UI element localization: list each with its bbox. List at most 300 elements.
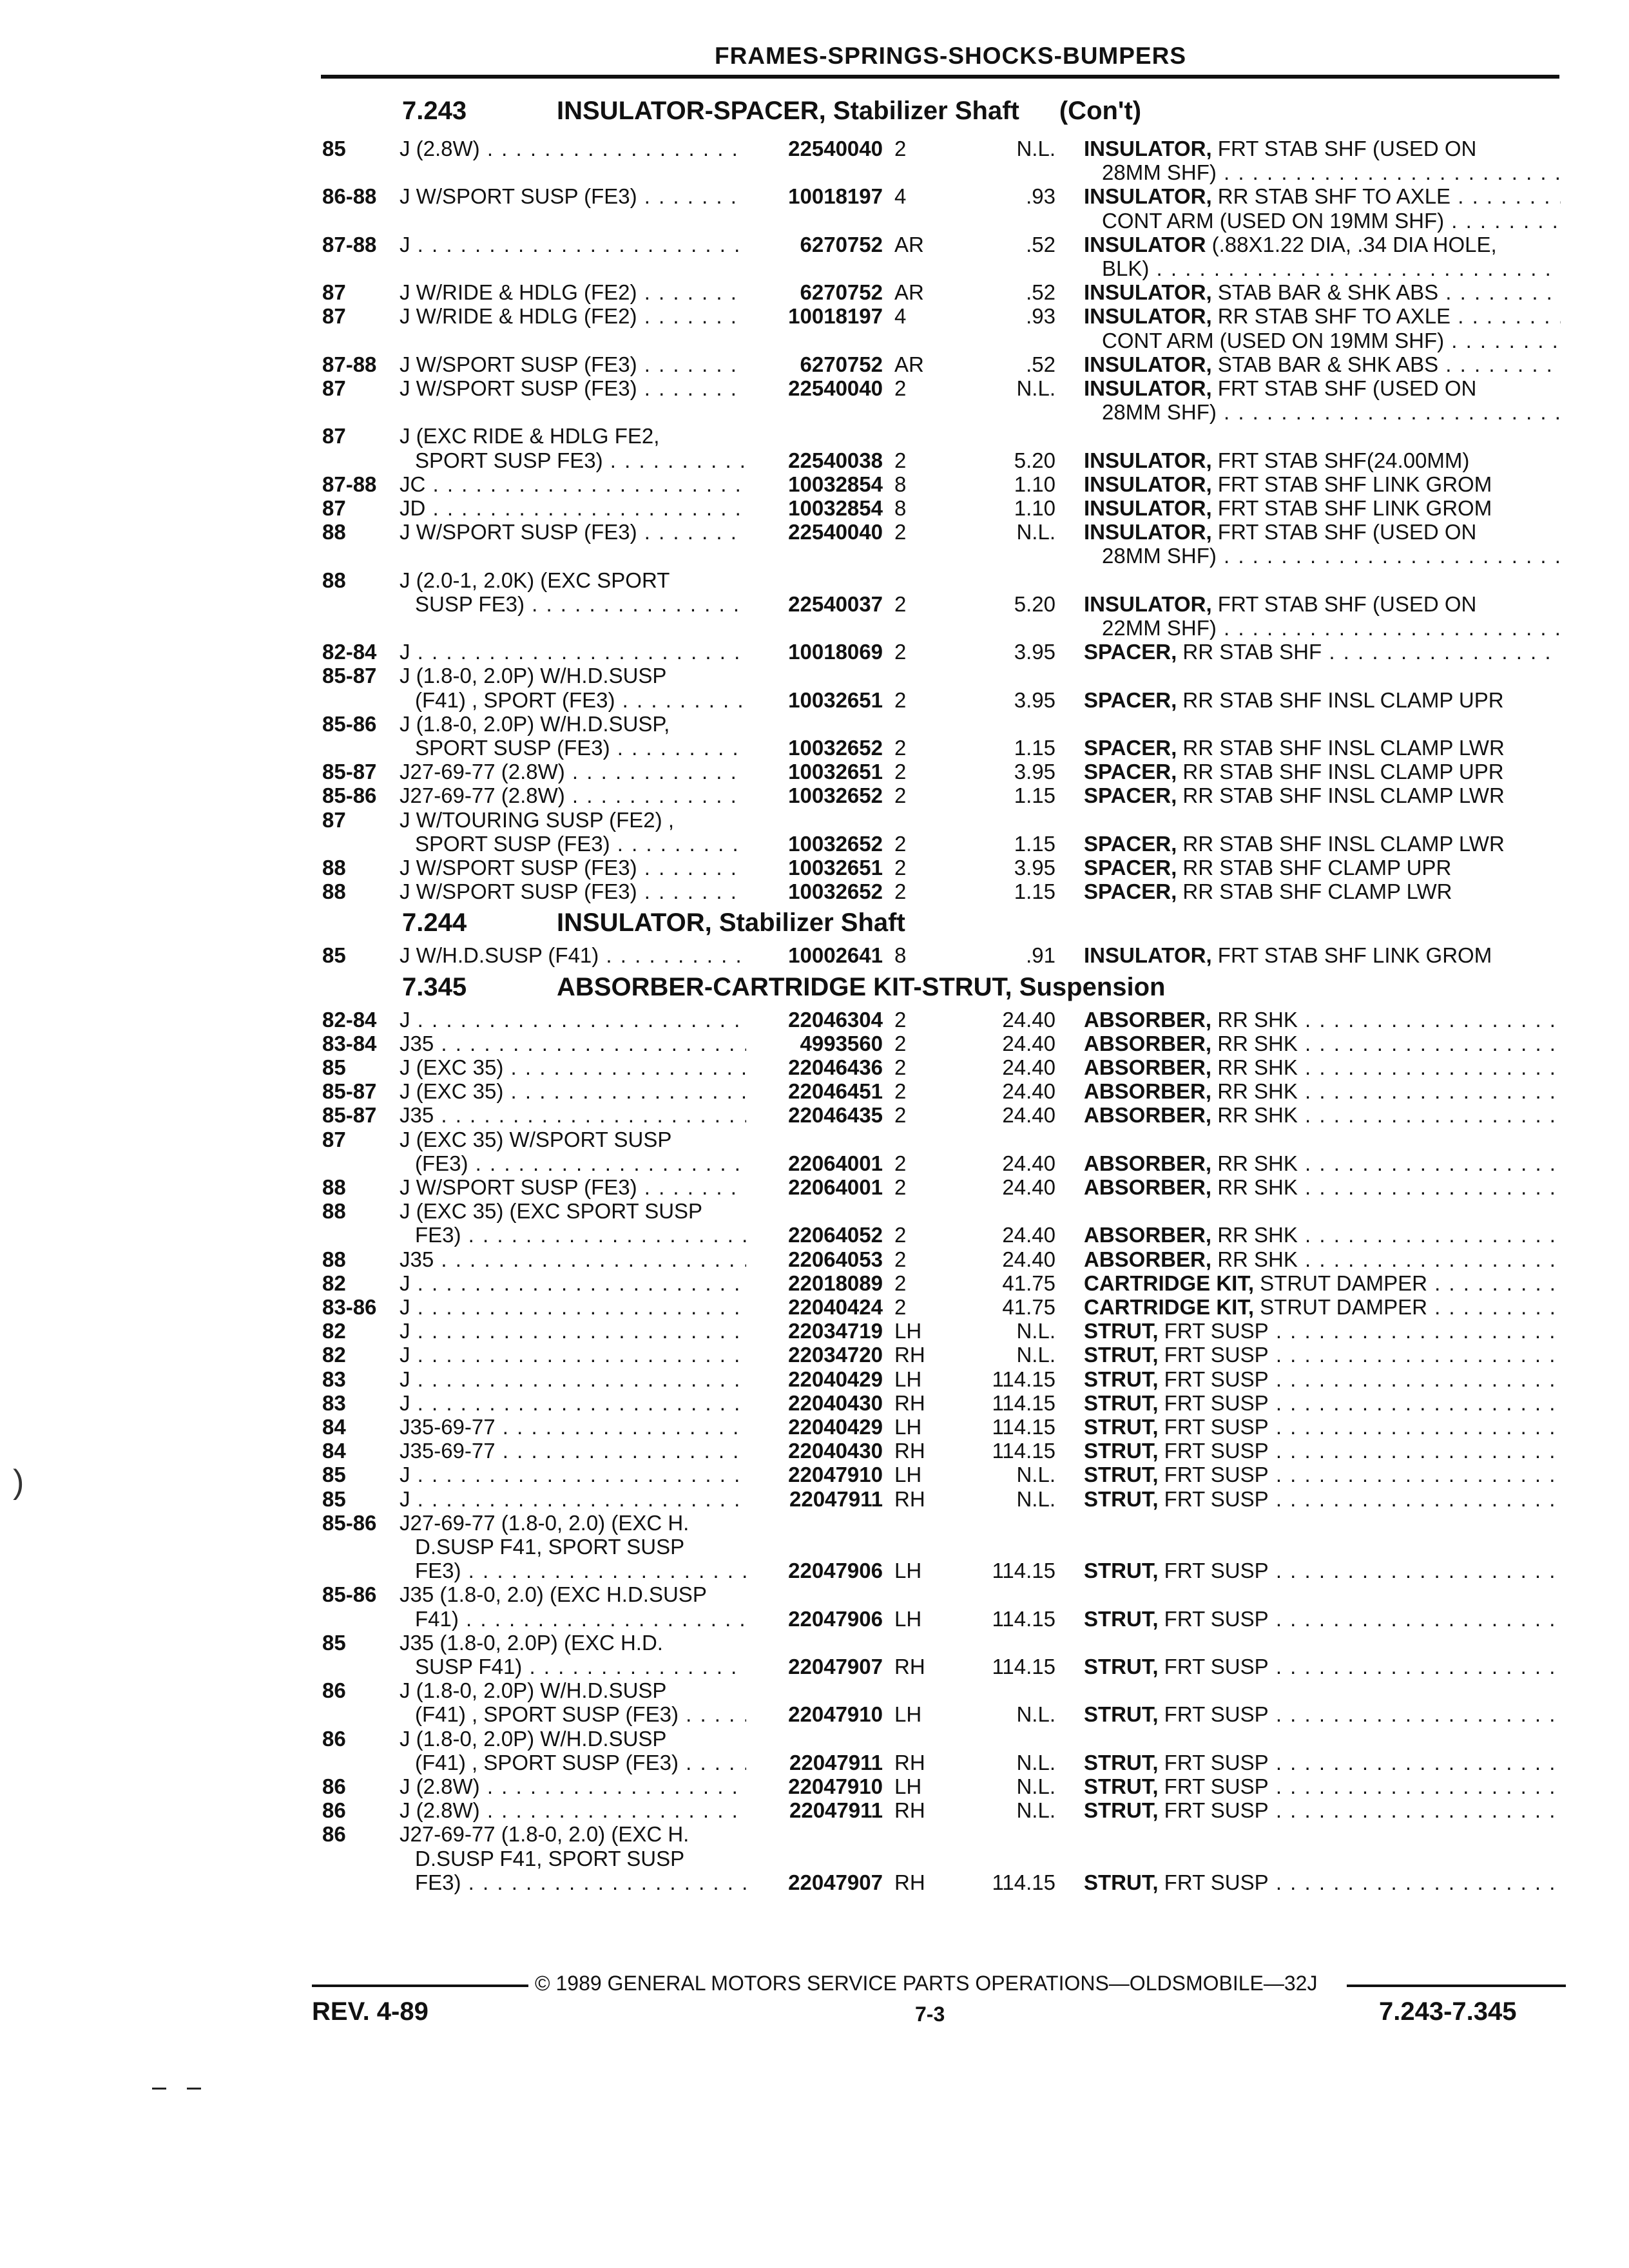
quantity: LH	[894, 1367, 922, 1391]
description-noun: STRUT,	[1084, 1702, 1159, 1727]
model-year: 82	[322, 1343, 346, 1367]
quantity: 8	[894, 943, 907, 968]
application: J . . .	[400, 233, 746, 256]
table-row	[0, 1032, 1629, 1055]
table-row-continuation	[0, 1151, 1629, 1175]
description	[1084, 736, 1561, 760]
section-number: 7.345	[402, 972, 467, 1001]
description-noun: SPACER,	[1084, 760, 1177, 784]
quantity: 2	[894, 783, 907, 808]
part-number: 10018197	[788, 184, 883, 209]
description-text: (.88X1.22 DIA, .34 DIA HOLE,	[1211, 232, 1497, 256]
price: 24.40	[1002, 1151, 1055, 1175]
application: J W/H.D.SUSP (F41) . . .	[400, 943, 746, 967]
price: 24.40	[1002, 1031, 1055, 1055]
part-number: 22540040	[788, 520, 883, 544]
model-year: 88	[322, 1199, 346, 1224]
header-rule	[321, 75, 1559, 79]
application: J27-69-77 (1.8-0, 2.0) (EXC H.	[400, 1822, 689, 1847]
quantity: 2	[894, 1151, 907, 1175]
table-row	[0, 1582, 1629, 1606]
table-row	[0, 1295, 1629, 1319]
model-year: 82-84	[322, 1007, 377, 1032]
description-text: RR STAB SHF INSL CLAMP LWR	[1182, 783, 1505, 808]
price: 114.15	[992, 1559, 1055, 1583]
part-number: 22540040	[788, 376, 883, 400]
application: J27-69-77 (2.8W) . . .	[400, 760, 746, 783]
table-row-continuation	[0, 329, 1629, 352]
part-number: 10032652	[788, 879, 883, 904]
description-text: RR STAB SHF CLAMP UPR	[1182, 856, 1452, 879]
description	[1084, 304, 1561, 328]
description	[1102, 209, 1561, 233]
footer-rule-right	[1347, 1984, 1566, 1987]
part-number: 22034719	[788, 1319, 883, 1343]
description-text: FRT STAB SHF LINK GROM	[1217, 943, 1492, 968]
quantity: 2	[894, 831, 907, 856]
description-noun: ABSORBER,	[1084, 1103, 1212, 1128]
description-text: FRT STAB SHF LINK GROM	[1217, 472, 1492, 496]
description-text: FRT SUSP	[1164, 1702, 1269, 1727]
model-year: 83-84	[322, 1031, 377, 1055]
application: J35 (1.8-0, 2.0P) (EXC H.D.	[400, 1630, 663, 1655]
application: J W/SPORT SUSP (FE3) . . .	[400, 520, 746, 544]
table-row	[0, 1727, 1629, 1751]
price: 114.15	[992, 1655, 1055, 1678]
description-noun: ABSORBER,	[1084, 1055, 1212, 1079]
part-number: 6270752	[800, 352, 883, 376]
table-row-continuation	[0, 1655, 1629, 1678]
model-year: 86	[322, 1726, 346, 1751]
scan-artifact-bracket: )	[13, 1463, 24, 1501]
description	[1084, 1343, 1561, 1367]
description-text: RR STAB SHF INSL CLAMP LWR	[1182, 831, 1505, 856]
part-number: 10032651	[788, 687, 883, 712]
part-number: 10018069	[788, 640, 883, 664]
description-text: 22MM SHF)	[1102, 616, 1217, 640]
description	[1084, 943, 1561, 967]
table-row	[0, 568, 1629, 592]
price: 24.40	[1002, 1103, 1055, 1128]
price: 3.95	[1014, 856, 1055, 879]
price: 5.20	[1014, 448, 1055, 472]
model-year: 85-86	[322, 1582, 377, 1607]
application: J W/SPORT SUSP (FE3) . . .	[400, 856, 746, 879]
part-number: 22040430	[788, 1390, 883, 1415]
application: D.SUSP F41, SPORT SUSP	[415, 1535, 685, 1559]
description	[1084, 137, 1561, 160]
description	[1084, 1655, 1561, 1678]
table-row	[0, 1343, 1629, 1367]
footer-section-range: 7.243-7.345	[1379, 1997, 1517, 2026]
table-row	[0, 1271, 1629, 1295]
model-year: 86	[322, 1678, 346, 1703]
table-row	[0, 1391, 1629, 1415]
description-noun: INSULATOR	[1084, 232, 1206, 256]
model-year: 85	[322, 1463, 346, 1487]
description-text: FRT STAB SHF (USED ON	[1217, 591, 1477, 616]
table-row	[0, 1103, 1629, 1127]
description-noun: ABSORBER,	[1084, 1151, 1212, 1175]
table-row	[0, 1367, 1629, 1391]
application: J35-69-77 . . .	[400, 1415, 746, 1439]
price: 114.15	[992, 1870, 1055, 1894]
application: J . . .	[400, 640, 746, 664]
footer-rule-left	[312, 1984, 528, 1987]
description	[1084, 448, 1561, 472]
application: J . . .	[400, 1319, 746, 1343]
price: 114.15	[992, 1415, 1055, 1439]
description-text: RR STAB SHF TO AXLE	[1217, 184, 1451, 209]
price: N.L.	[1016, 1774, 1055, 1798]
description-noun: SPACER,	[1084, 640, 1177, 664]
description	[1084, 1487, 1561, 1511]
price: 1.10	[1014, 472, 1055, 496]
model-year: 85-86	[322, 783, 377, 808]
price: 5.20	[1014, 591, 1055, 616]
quantity: RH	[894, 1390, 925, 1415]
application: J35 . . .	[400, 1247, 746, 1271]
application: J W/SPORT SUSP (FE3) . . .	[400, 184, 746, 208]
price: N.L.	[1016, 1798, 1055, 1823]
description-text: 28MM SHF)	[1102, 160, 1217, 185]
description	[1084, 352, 1561, 376]
description-text: STAB BAR & SHK ABS	[1217, 352, 1439, 376]
description-noun: STRUT,	[1084, 1415, 1159, 1439]
table-row	[0, 1175, 1629, 1199]
description	[1102, 160, 1561, 184]
table-row	[0, 1631, 1629, 1655]
table-row	[0, 879, 1629, 903]
table-row	[0, 1128, 1629, 1151]
part-number: 22047906	[788, 1606, 883, 1631]
quantity: 8	[894, 496, 907, 520]
description	[1084, 1391, 1561, 1415]
price: .91	[1026, 943, 1055, 968]
table-row-continuation	[0, 209, 1629, 233]
application: FE3) . . .	[415, 1559, 746, 1582]
table-row	[0, 664, 1629, 687]
description-text: STRUT DAMPER	[1260, 1271, 1427, 1295]
application: J35 . . .	[400, 1032, 746, 1055]
table-row	[0, 233, 1629, 256]
price: 1.15	[1014, 879, 1055, 904]
application: SPORT SUSP (FE3) . . .	[415, 736, 746, 760]
model-year: 85-86	[322, 1510, 377, 1535]
quantity: 2	[894, 137, 907, 160]
description-noun: ABSORBER,	[1084, 1007, 1212, 1032]
description-text: FRT SUSP	[1164, 1798, 1269, 1823]
quantity: AR	[894, 352, 924, 376]
quantity: RH	[894, 1798, 925, 1823]
quantity: 2	[894, 1223, 907, 1247]
description-text: FRT SUSP	[1164, 1606, 1269, 1631]
part-number: 22047907	[788, 1655, 883, 1678]
application: F41) . . .	[415, 1607, 746, 1631]
model-year: 82	[322, 1319, 346, 1343]
price: N.L.	[1016, 1702, 1055, 1727]
price: N.L.	[1016, 376, 1055, 400]
application: (FE3) . . .	[415, 1151, 746, 1175]
table-row-continuation	[0, 256, 1629, 280]
description-noun: INSULATOR,	[1084, 137, 1212, 160]
description-noun: SPACER,	[1084, 736, 1177, 760]
description	[1084, 1175, 1561, 1199]
description-text: RR SHK	[1217, 1079, 1298, 1104]
description-noun: STRUT,	[1084, 1463, 1159, 1487]
footer-revision: REV. 4-89	[312, 1997, 429, 2026]
description	[1084, 1870, 1561, 1894]
description	[1102, 256, 1561, 280]
description-noun: SPACER,	[1084, 783, 1177, 808]
description	[1084, 1367, 1561, 1391]
application: J (2.8W) . . .	[400, 137, 746, 160]
price: 3.95	[1014, 640, 1055, 664]
part-number: 6270752	[800, 232, 883, 256]
quantity: 2	[894, 520, 907, 544]
table-row	[0, 856, 1629, 879]
price: 1.10	[1014, 496, 1055, 520]
description-text: STAB BAR & SHK ABS	[1217, 280, 1439, 305]
description-noun: STRUT,	[1084, 1750, 1159, 1774]
table-row	[0, 943, 1629, 967]
application: J (1.8-0, 2.0P) W/H.D.SUSP,	[400, 711, 670, 736]
model-year: 83-86	[322, 1295, 377, 1319]
quantity: 2	[894, 1007, 907, 1032]
description-text: RR SHK	[1217, 1055, 1298, 1079]
description	[1084, 1607, 1561, 1631]
price: 41.75	[1002, 1295, 1055, 1319]
model-year: 84	[322, 1439, 346, 1463]
table-row	[0, 496, 1629, 520]
table-row-continuation	[0, 616, 1629, 640]
model-year: 88	[322, 568, 346, 592]
description	[1084, 1295, 1561, 1319]
price: 24.40	[1002, 1223, 1055, 1247]
quantity: 2	[894, 1055, 907, 1079]
description-noun: ABSORBER,	[1084, 1223, 1212, 1247]
price: 24.40	[1002, 1079, 1055, 1104]
application: J . . .	[400, 1008, 746, 1032]
model-year: 82-84	[322, 640, 377, 664]
model-year: 87-88	[322, 472, 377, 496]
quantity: 2	[894, 1031, 907, 1055]
application: J W/TOURING SUSP (FE2) ,	[400, 807, 674, 832]
application: J (1.8-0, 2.0P) W/H.D.SUSP	[400, 1678, 667, 1703]
table-row	[0, 376, 1629, 400]
model-year: 86	[322, 1774, 346, 1798]
table-row	[0, 1319, 1629, 1343]
model-year: 85	[322, 1486, 346, 1511]
application: J (EXC 35) . . .	[400, 1055, 746, 1079]
table-row-continuation	[0, 1223, 1629, 1247]
footer-copyright: © 1989 GENERAL MOTORS SERVICE PARTS OPERATIONS—OLDSMOBILE—32J	[535, 1972, 1318, 1995]
model-year: 85-86	[322, 711, 377, 736]
application: J W/SPORT SUSP (FE3) . . .	[400, 352, 746, 376]
quantity: 4	[894, 304, 907, 329]
table-row-continuation	[0, 832, 1629, 856]
part-number: 22047910	[788, 1702, 883, 1727]
description	[1084, 1751, 1561, 1774]
table-row	[0, 1463, 1629, 1486]
description	[1084, 592, 1561, 616]
description-noun: CARTRIDGE KIT,	[1084, 1295, 1254, 1319]
description-noun: STRUT,	[1084, 1439, 1159, 1463]
description	[1084, 688, 1561, 712]
description	[1102, 544, 1561, 568]
description-noun: STRUT,	[1084, 1390, 1159, 1415]
description-noun: STRUT,	[1084, 1798, 1159, 1823]
description-text: 28MM SHF)	[1102, 400, 1217, 425]
application: SPORT SUSP (FE3) . . .	[415, 832, 746, 856]
application: J . . .	[400, 1295, 746, 1319]
description-noun: STRUT,	[1084, 1559, 1159, 1583]
application: J (EXC 35) (EXC SPORT SUSP	[400, 1199, 703, 1224]
section-title	[557, 908, 905, 937]
scan-artifact-dash	[152, 2088, 166, 2090]
description-noun: INSULATOR,	[1084, 184, 1212, 209]
description	[1084, 280, 1561, 304]
part-number: 22064053	[788, 1247, 883, 1271]
description-noun: INSULATOR,	[1084, 520, 1212, 544]
table-row	[0, 137, 1629, 160]
description-text: FRT SUSP	[1164, 1343, 1269, 1367]
application: J (1.8-0, 2.0P) W/H.D.SUSP	[400, 664, 667, 688]
price: N.L.	[1016, 1319, 1055, 1343]
part-number: 22047910	[788, 1774, 883, 1798]
part-number: 22040424	[788, 1295, 883, 1319]
application: D.SUSP F41, SPORT SUSP	[415, 1846, 685, 1870]
quantity: 2	[894, 376, 907, 400]
description	[1084, 1271, 1561, 1295]
model-year: 87	[322, 496, 346, 520]
application: J . . .	[400, 1391, 746, 1415]
description-noun: SPACER,	[1084, 687, 1177, 712]
table-row-continuation	[0, 1870, 1629, 1894]
description-text: FRT SUSP	[1164, 1463, 1269, 1487]
model-year: 87	[322, 304, 346, 329]
description-text: RR SHK	[1217, 1007, 1298, 1032]
part-number: 22064001	[788, 1175, 883, 1199]
part-number: 4993560	[800, 1031, 883, 1055]
description-noun: INSULATOR,	[1084, 472, 1212, 496]
description-text: FRT STAB SHF(24.00MM)	[1217, 448, 1470, 472]
description	[1084, 1008, 1561, 1032]
table-row	[0, 1415, 1629, 1439]
price: 114.15	[992, 1367, 1055, 1391]
price: .52	[1026, 232, 1055, 256]
description	[1084, 856, 1561, 879]
application: JD . . .	[400, 496, 746, 520]
section-number: 7.244	[402, 908, 467, 937]
table-row	[0, 1199, 1629, 1223]
quantity: 2	[894, 1079, 907, 1104]
price: 3.95	[1014, 687, 1055, 712]
description	[1084, 1103, 1561, 1127]
description-text: RR SHK	[1217, 1031, 1298, 1055]
section-title-suffix: (Con't)	[1059, 97, 1142, 125]
application: J (1.8-0, 2.0P) W/H.D.SUSP	[400, 1726, 667, 1751]
model-year: 87	[322, 1127, 346, 1151]
application: SPORT SUSP FE3) . . .	[415, 448, 746, 472]
table-row	[0, 1511, 1629, 1535]
quantity: 2	[894, 1295, 907, 1319]
model-year: 87	[322, 807, 346, 832]
description	[1084, 1319, 1561, 1343]
model-year: 87-88	[322, 232, 377, 256]
quantity: 2	[894, 687, 907, 712]
model-year: 88	[322, 856, 346, 879]
model-year: 85-87	[322, 664, 377, 688]
description	[1084, 1247, 1561, 1271]
application: J . . .	[400, 1271, 746, 1295]
part-number: 22047910	[788, 1463, 883, 1487]
price: .93	[1026, 304, 1055, 329]
quantity: 2	[894, 879, 907, 904]
section-title	[557, 973, 1165, 1002]
model-year: 85-87	[322, 1103, 377, 1128]
application: (F41) , SPORT (FE3) . . .	[415, 688, 746, 712]
description-noun: INSULATOR,	[1084, 943, 1212, 968]
part-number: 22047907	[788, 1870, 883, 1894]
description-noun: STRUT,	[1084, 1870, 1159, 1894]
description	[1084, 1798, 1561, 1822]
description-noun: SPACER,	[1084, 831, 1177, 856]
application: J W/SPORT SUSP (FE3) . . .	[400, 879, 746, 903]
application: J (2.8W) . . .	[400, 1774, 746, 1798]
quantity: 2	[894, 760, 907, 784]
description	[1084, 1415, 1561, 1439]
model-year: 86-88	[322, 184, 377, 209]
application: J27-69-77 (2.8W) . . .	[400, 783, 746, 807]
table-row	[0, 304, 1629, 328]
description-text: RR STAB SHF INSL CLAMP LWR	[1182, 736, 1505, 760]
application: J (EXC RIDE & HDLG FE2,	[400, 424, 660, 448]
model-year: 83	[322, 1367, 346, 1391]
part-number: 6270752	[800, 280, 883, 305]
application: (F41) , SPORT SUSP (FE3) . . .	[415, 1751, 746, 1774]
price: N.L.	[1016, 1750, 1055, 1774]
application: J (2.0-1, 2.0K) (EXC SPORT	[400, 568, 670, 592]
table-row	[0, 783, 1629, 807]
table-row	[0, 1487, 1629, 1511]
table-row	[0, 1079, 1629, 1103]
description	[1084, 760, 1561, 783]
model-year: 87	[322, 376, 346, 400]
application: J35 . . .	[400, 1103, 746, 1127]
description	[1084, 1079, 1561, 1103]
model-year: 83	[322, 1390, 346, 1415]
part-number: 22046304	[788, 1007, 883, 1032]
table-row-continuation	[0, 688, 1629, 712]
description-noun: STRUT,	[1084, 1486, 1159, 1511]
table-row	[0, 1798, 1629, 1822]
table-row-continuation	[0, 736, 1629, 760]
description-text: BLK)	[1102, 256, 1150, 280]
quantity: LH	[894, 1559, 922, 1583]
description	[1084, 1032, 1561, 1055]
table-row	[0, 640, 1629, 664]
price: 24.40	[1002, 1055, 1055, 1079]
description-noun: INSULATOR,	[1084, 304, 1212, 329]
price: N.L.	[1016, 520, 1055, 544]
part-number: 10032652	[788, 831, 883, 856]
application: JC . . .	[400, 472, 746, 496]
description-noun: INSULATOR,	[1084, 280, 1212, 305]
quantity: 8	[894, 472, 907, 496]
part-number: 22018089	[788, 1271, 883, 1295]
price: .52	[1026, 280, 1055, 305]
